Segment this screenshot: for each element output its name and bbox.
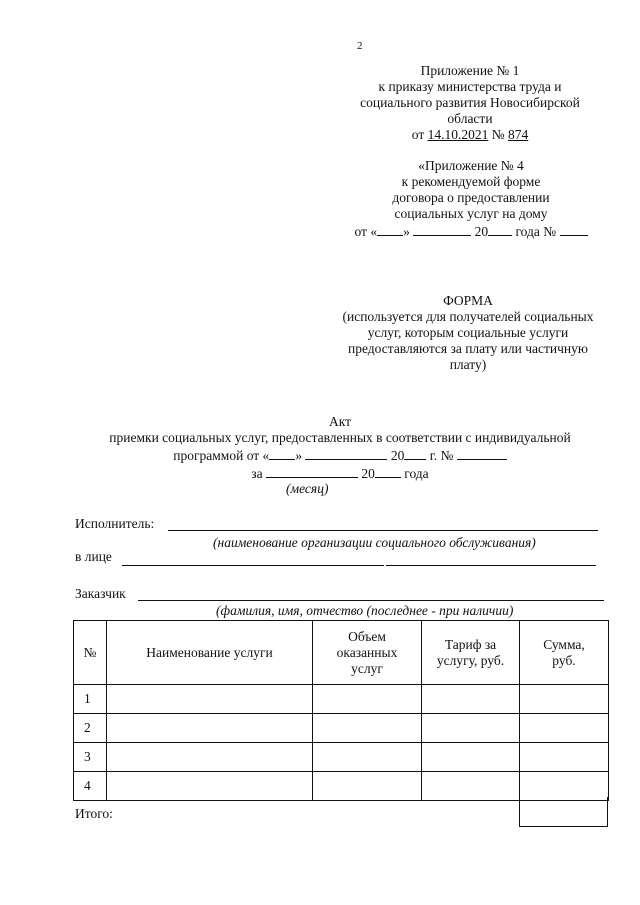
cell-volume[interactable] bbox=[313, 772, 422, 801]
appendix-4-contract-line bbox=[340, 222, 602, 240]
blank-month bbox=[413, 222, 471, 236]
header-number: № bbox=[74, 621, 107, 685]
appendix-1-line: социального развития Новосибирской bbox=[360, 95, 580, 110]
text-fragment: » bbox=[295, 448, 303, 463]
order-date: 14.10.2021 bbox=[427, 127, 489, 142]
text-fragment: года № bbox=[515, 224, 557, 239]
header-volume: Объем оказанных услуг bbox=[313, 621, 422, 685]
row-number: 4 bbox=[74, 772, 107, 801]
executor-label: Исполнитель: bbox=[75, 516, 155, 531]
act-program-line bbox=[40, 446, 640, 464]
month-hint: (месяц) bbox=[286, 481, 329, 496]
appendix-4-title: «Приложение № 4 bbox=[418, 158, 524, 173]
form-note: услуг, которым социальные услуги bbox=[367, 325, 569, 340]
page-number: 2 bbox=[357, 40, 363, 52]
appendix-1-line: области bbox=[447, 111, 493, 126]
cell-tariff[interactable] bbox=[422, 714, 520, 743]
represented-line-2[interactable] bbox=[386, 565, 596, 566]
act-period-line bbox=[40, 464, 640, 482]
row-number: 3 bbox=[74, 743, 107, 772]
appendix-1-block bbox=[345, 63, 595, 143]
appendix-4-line: к рекомендуемой форме bbox=[401, 174, 541, 189]
table-header-row bbox=[74, 621, 609, 685]
appendix-1-date-line bbox=[345, 127, 595, 143]
cell-sum[interactable] bbox=[520, 714, 609, 743]
customer-hint: (фамилия, имя, отчество (последнее - при наличии) bbox=[216, 603, 514, 618]
blank-year bbox=[375, 464, 401, 478]
text-fragment: за bbox=[251, 466, 263, 481]
blank-day bbox=[269, 446, 295, 460]
text-fragment: » bbox=[403, 224, 410, 239]
appendix-4-line: договора о предоставлении bbox=[392, 190, 550, 205]
cell-service-name[interactable] bbox=[107, 714, 313, 743]
cell-service-name[interactable] bbox=[107, 685, 313, 714]
text-fragment: программой от « bbox=[173, 448, 270, 463]
blank-year bbox=[488, 222, 512, 236]
blank-month bbox=[266, 464, 358, 478]
text-fragment: года bbox=[404, 466, 429, 481]
cell-tariff[interactable] bbox=[422, 685, 520, 714]
date-prefix: от bbox=[411, 127, 428, 142]
cell-sum[interactable] bbox=[520, 685, 609, 714]
text-fragment: г. № bbox=[429, 448, 454, 463]
cell-tariff[interactable] bbox=[422, 772, 520, 801]
blank-year bbox=[404, 446, 426, 460]
header-sum: Сумма, руб. bbox=[520, 621, 609, 685]
act-subtitle: приемки социальных услуг, предоставленных в соответствии с индивидуальной bbox=[109, 430, 571, 445]
total-label: Итого: bbox=[75, 806, 113, 821]
header-service-name: Наименование услуги bbox=[107, 621, 313, 685]
represented-line[interactable] bbox=[122, 565, 384, 566]
customer-label: Заказчик bbox=[75, 586, 126, 601]
executor-line[interactable] bbox=[168, 530, 598, 531]
blank-month bbox=[305, 446, 387, 460]
cell-volume[interactable] bbox=[313, 714, 422, 743]
text-fragment: от « bbox=[354, 224, 378, 239]
customer-line[interactable] bbox=[138, 600, 604, 601]
row-number: 2 bbox=[74, 714, 107, 743]
blank-number bbox=[560, 222, 588, 236]
order-number: 874 bbox=[508, 127, 529, 142]
form-note: (используется для получателей социальных bbox=[342, 309, 594, 324]
cell-volume[interactable] bbox=[313, 743, 422, 772]
cell-service-name[interactable] bbox=[107, 772, 313, 801]
appendix-4-block bbox=[340, 158, 602, 240]
header-tariff: Тариф за услугу, руб. bbox=[422, 621, 520, 685]
cell-tariff[interactable] bbox=[422, 743, 520, 772]
form-header bbox=[318, 293, 618, 373]
blank-day bbox=[377, 222, 403, 236]
appendix-1-line: к приказу министерства труда и bbox=[378, 79, 562, 94]
number-prefix: № bbox=[488, 127, 508, 142]
form-note: предоставляются за плату или частичную bbox=[348, 341, 588, 356]
text-fragment: 20 bbox=[361, 466, 375, 481]
act-title: Акт bbox=[328, 414, 352, 429]
text-fragment: 20 bbox=[390, 448, 405, 463]
represented-label: в лице bbox=[75, 549, 112, 564]
executor-hint: (наименование организации социального обслуживания) bbox=[213, 535, 536, 550]
text-fragment: 20 bbox=[474, 224, 489, 239]
total-sum-cell[interactable] bbox=[519, 797, 608, 827]
row-number: 1 bbox=[74, 685, 107, 714]
cell-service-name[interactable] bbox=[107, 743, 313, 772]
act-header bbox=[40, 414, 640, 482]
appendix-4-line: социальных услуг на дому bbox=[394, 206, 548, 221]
blank-number bbox=[457, 446, 507, 460]
appendix-1-title: Приложение № 1 bbox=[420, 63, 520, 78]
form-title: ФОРМА bbox=[443, 293, 493, 308]
table-row bbox=[74, 685, 609, 714]
table-row bbox=[74, 714, 609, 743]
cell-sum[interactable] bbox=[520, 743, 609, 772]
form-note: плату) bbox=[449, 357, 487, 372]
services-table bbox=[73, 620, 609, 801]
table-row bbox=[74, 743, 609, 772]
cell-volume[interactable] bbox=[313, 685, 422, 714]
